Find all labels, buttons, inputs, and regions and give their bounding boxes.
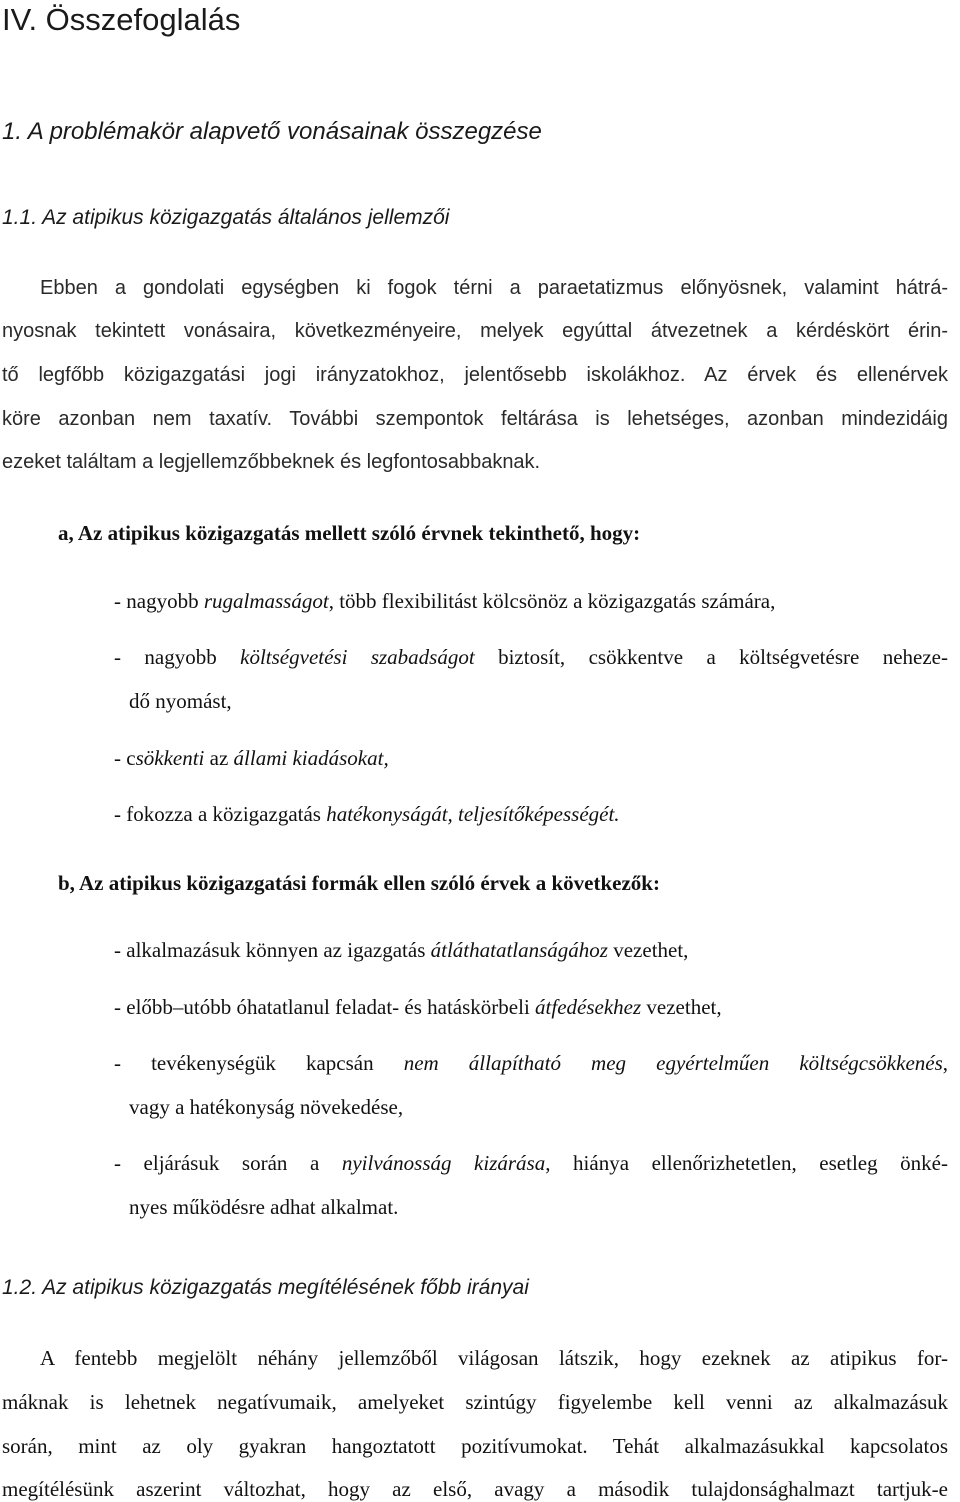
- list-b-item: - tevékenységük kapcsán nem állapítható meg egyértelműen költségcsökkenés,: [114, 1051, 949, 1075]
- list-a-item: - fokozza a közigazgatás hatékonyságát, teljesítőképességét.: [114, 802, 620, 826]
- section-heading-1-1: 1.1. Az atipikus közigazgatás általános jellemzői: [2, 206, 450, 229]
- intro-line: Ebben a gondolati egységben ki fogok térni a paraetatizmus előnyösnek, valamint hátrá-: [40, 277, 948, 299]
- list-a-item: - nagyobb rugalmasságot, több flexibilitást kölcsönöz a közigazgatás számára,: [114, 589, 776, 613]
- list-a-item: - csökkenti az állami kiadásokat,: [114, 746, 389, 770]
- closing-line: A fentebb megjelölt néhány jellemzőből világosan látszik, hogy ezeknek az atipikus for-: [40, 1346, 948, 1370]
- closing-line: során, mint az oly gyakran hangoztatott pozitívumokat. Tehát alkalmazásukkal kapcsolatos: [2, 1434, 948, 1458]
- list-b-item: - előbb–utóbb óhatatlanul feladat- és hatáskörbeli átfedésekhez vezethet,: [114, 995, 722, 1019]
- intro-line: ezeket találtam a legjellemzőbbeknek és legfontosabbaknak.: [2, 451, 541, 473]
- list-b-item: - eljárásuk során a nyilvánosság kizárása, hiánya ellenőrizhetetlen, esetleg önké-: [114, 1151, 948, 1175]
- list-a-item-continuation: dő nyomást,: [129, 689, 232, 713]
- section-heading-1-2: 1.2. Az atipikus közigazgatás megítélésének főbb irányai: [2, 1276, 529, 1299]
- intro-line: köre azonban nem taxatív. További szempontok feltárása is lehetséges, azonban mindezidáig: [2, 408, 948, 430]
- list-b-title: b, Az atipikus közigazgatási formák ellen szóló érvek a következők:: [58, 871, 660, 895]
- chapter-heading: IV. Összefoglalás: [2, 2, 241, 37]
- list-b-item-continuation: nyes működésre adhat alkalmat.: [129, 1195, 399, 1219]
- section-heading-1: 1. A problémakör alapvető vonásainak összegzése: [2, 118, 542, 145]
- list-b-item-continuation: vagy a hatékonyság növekedése,: [129, 1095, 404, 1119]
- intro-line: tő legfőbb közigazgatási jogi irányzatokhoz, jelentősebb iskolákhoz. Az érvek és ellenérvek: [2, 364, 948, 386]
- closing-line: máknak is lehetnek negatívumaik, amelyeket szintúgy figyelembe kell venni az alkalmazásuk: [2, 1390, 948, 1414]
- intro-line: nyosnak tekintett vonásaira, következményeire, melyek egyúttal átvezetnek a kérdéskört érin-: [2, 320, 948, 342]
- closing-line: megítélésünk aszerint változhat, hogy az első, avagy a második tulajdonsághalmazt tartjuk-e: [2, 1477, 948, 1501]
- list-a-title: a, Az atipikus közigazgatás mellett szóló érvnek tekinthető, hogy:: [58, 521, 641, 545]
- list-a-item: - nagyobb költségvetési szabadságot biztosít, csökkentve a költségvetésre neheze-: [114, 645, 948, 669]
- list-b-item: - alkalmazásuk könnyen az igazgatás átláthatatlanságához vezethet,: [114, 938, 689, 962]
